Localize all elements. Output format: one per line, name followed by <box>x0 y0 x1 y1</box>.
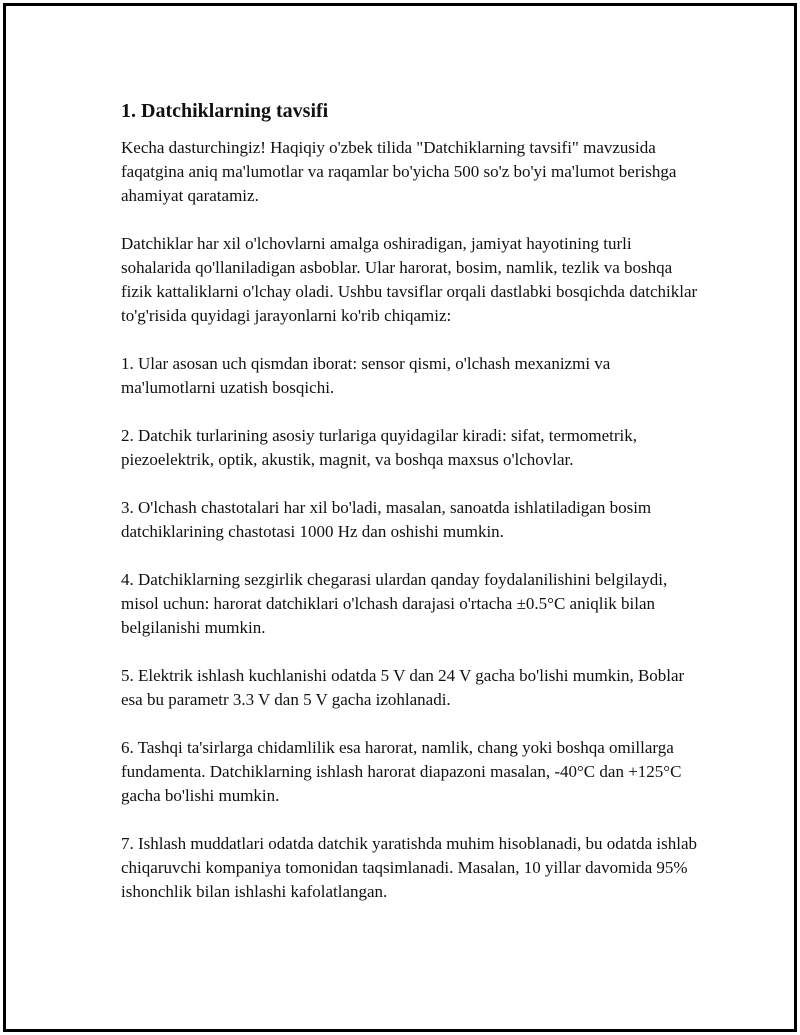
list-item-6: 6. Tashqi ta'sirlarga chidamlilik esa harorat, namlik, chang yoki boshqa omillarga fundamenta. Datchiklarning ishlash harorat diapazoni masalan, -40°C dan +125°C gacha bo'lishi mumkin. <box>121 738 682 805</box>
page-frame <box>3 3 797 1032</box>
list-item-3: 3. O'lchash chastotalari har xil bo'ladi, masalan, sanoatda ishlatiladigan bosim datchiklarining chastotasi 1000 Hz dan oshishi mumkin. <box>121 498 652 541</box>
list-item-7: 7. Ishlash muddatlari odatda datchik yaratishda muhim hisoblanadi, bu odatda ishlab chiqaruvchi kompaniya tomonidan taqsimlanadi. Masalan, 10 yillar davomida 95% ishonchlik bilan ishlashi kafolatlangan. <box>121 834 697 901</box>
intro-paragraph: Kecha dasturchingiz! Haqiqiy o'zbek tilida "Datchiklarning tavsifi" mavzusida faqatgina aniq ma'lumotlar va raqamlar bo'yicha 500 so'z bo'yi ma'lumot berishga ahamiyat qaratamiz. <box>121 138 677 205</box>
document-body <box>121 98 701 928</box>
document-title: 1. Datchiklarning tavsifi <box>121 100 329 122</box>
list-item-2: 2. Datchik turlarining asosiy turlariga quyidagilar kiradi: sifat, termometrik, piezoelektrik, optik, akustik, magnit, va boshqa maxsus o'lchovlar. <box>121 426 638 469</box>
list-item-4: 4. Datchiklarning sezgirlik chegarasi ulardan qanday foydalanilishini belgilaydi, misol uchun: harorat datchiklari o'lchash darajasi o'rtacha ±0.5°C aniqlik bilan belgilanishi mumkin. <box>121 570 668 637</box>
list-item-5: 5. Elektrik ishlash kuchlanishi odatda 5 V dan 24 V gacha bo'lishi mumkin, Boblar esa bu parametr 3.3 V dan 5 V gacha izohlanadi. <box>121 666 685 709</box>
list-item-1: 1. Ular asosan uch qismdan iborat: sensor qismi, o'lchash mexanizmi va ma'lumotlarni uzatish bosqichi. <box>121 354 611 397</box>
overview-paragraph: Datchiklar har xil o'lchovlarni amalga oshiradigan, jamiyat hayotining turli sohalarida qo'llaniladigan asboblar. Ular harorat, bosim, namlik, tezlik va boshqa fizik kattaliklarni o'lchay oladi. Ushbu tavsiflar orqali dastlabki bosqichda datchiklar to'g'risida quyidagi jarayonlarni ko'rib chiqamiz: <box>121 234 698 325</box>
